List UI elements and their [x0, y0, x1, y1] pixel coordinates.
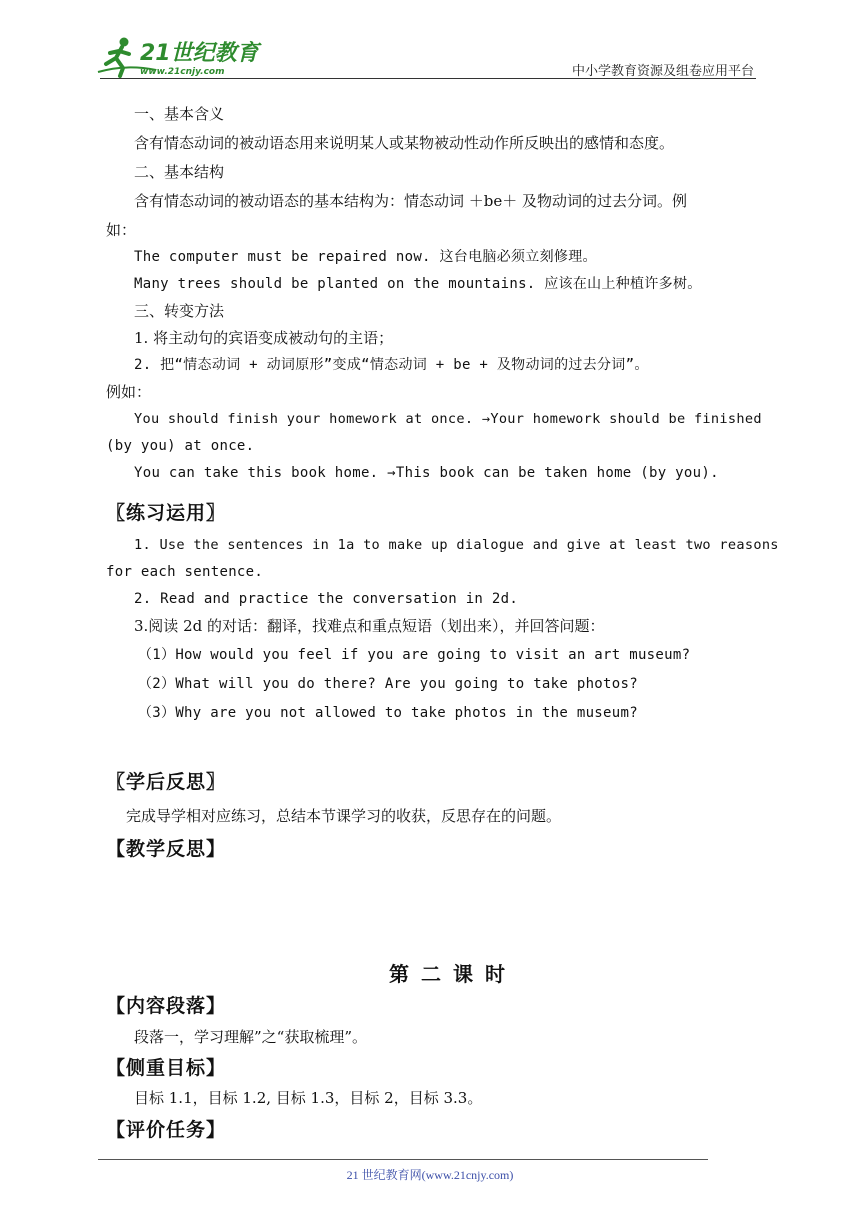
practice-heading: 〖练习运用〗	[106, 502, 227, 524]
section3-item2-line2: 例如：	[106, 383, 152, 401]
logo-main-text: 21世纪教育	[140, 41, 259, 66]
site-logo	[96, 34, 266, 78]
example-1: The computer must be repaired now. 这台电脑必须立刻修理。	[134, 249, 597, 265]
reflect-text: 完成导学相对应练习，总结本节课学习的收获，反思存在的问题。	[126, 807, 562, 825]
section3-item2-line1: 2. 把“情态动词 + 动词原形”变成“情态动词 + be + 及物动词的过去分词”。	[134, 357, 649, 373]
header-platform-text: 中小学教育资源及组卷应用平台	[571, 64, 754, 79]
example-4: You can take this book home. →This book can be taken home (by you).	[134, 465, 719, 481]
logo-sub-text: www.21cnjy.com	[140, 67, 225, 77]
section3-title: 三、转变方法	[134, 302, 225, 320]
question-3: （3）Why are you not allowed to take photos in the museum?	[138, 705, 638, 721]
practice-item3: 3.阅读 2d 的对话：翻译，找难点和重点短语（划出来），并回答问题：	[134, 617, 605, 635]
teaching-reflection-heading: 【教学反思】	[106, 838, 227, 860]
question-2: （2）What will you do there? Are you going to take photos?	[138, 676, 638, 692]
lesson-title: 第二课时	[389, 962, 517, 986]
section1-text: 含有情态动词的被动语态用来说明某人或某物被动性动作所反映出的感情和态度。	[134, 134, 675, 152]
reflect-heading: 〖学后反思〗	[106, 771, 227, 793]
example-2: Many trees should be planted on the mountains. 应该在山上种植许多树。	[134, 276, 702, 292]
practice-item1-line1: 1. Use the sentences in 1a to make up dialogue and give at least two reasons	[134, 537, 779, 553]
section2-title: 二、基本结构	[134, 163, 225, 181]
section2-text-line2: 如：	[106, 221, 137, 239]
example-3-line2: (by you) at once.	[106, 438, 255, 454]
focus-heading: 【侧重目标】	[106, 1057, 227, 1079]
section1-title: 一、基本含义	[134, 105, 225, 123]
evaluation-heading: 【评价任务】	[106, 1119, 227, 1141]
content-heading: 【内容段落】	[106, 995, 227, 1017]
footer-divider	[98, 1159, 708, 1160]
content-text: 段落一，学习理解”之“获取梳理”。	[134, 1028, 368, 1046]
question-1: （1）How would you feel if you are going to visit an art museum?	[138, 647, 691, 663]
practice-item1-line2: for each sentence.	[106, 564, 264, 580]
footer-text: 21 世纪教育网(www.21cnjy.com)	[346, 1168, 514, 1182]
focus-text: 目标 1.1，目标 1.2, 目标 1.3，目标 2，目标 3.3。	[134, 1089, 483, 1107]
section3-item1: 1. 将主动句的宾语变成被动句的主语；	[134, 329, 394, 347]
practice-item2: 2. Read and practice the conversation in 2d.	[134, 591, 519, 607]
section2-text-line1: 含有情态动词的被动语态的基本结构为：情态动词 ＋be＋ 及物动词的过去分词。例	[134, 192, 688, 210]
header-divider	[100, 78, 756, 79]
example-3-line1: You should finish your homework at once. →Your homework should be finished	[134, 411, 762, 427]
